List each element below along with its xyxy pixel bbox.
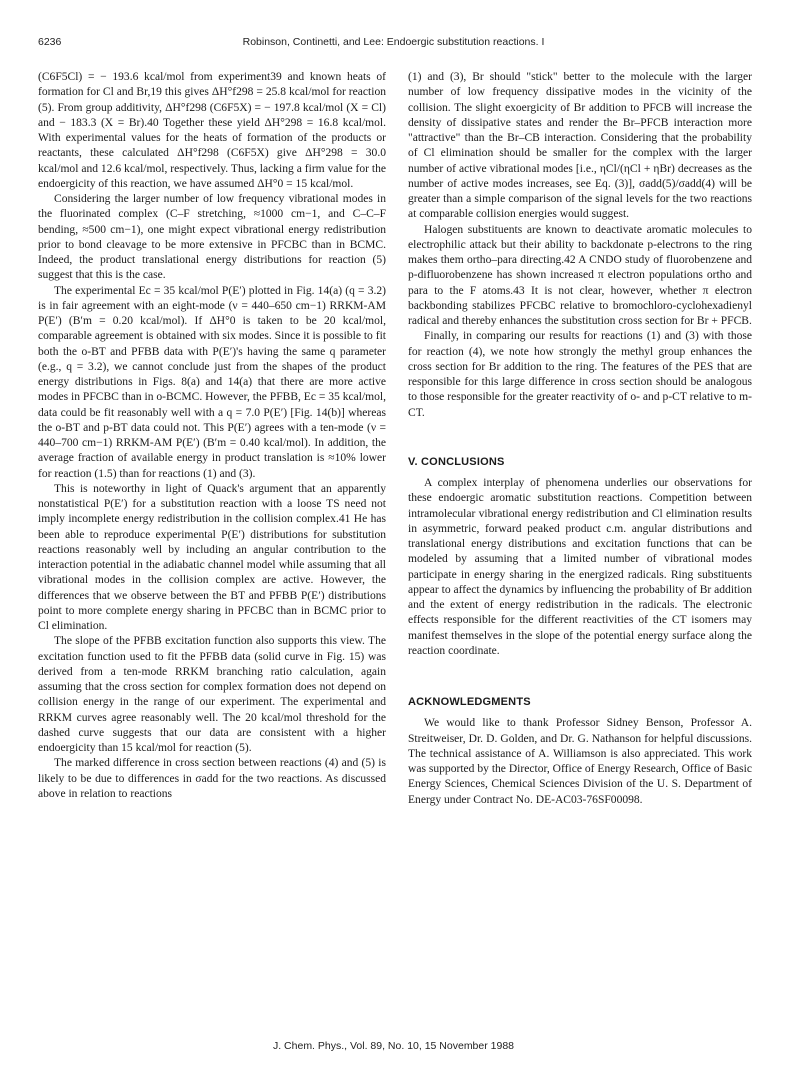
body-paragraph: Halogen substituents are known to deactivate aromatic molecules to electrophilic attack but their ability to backdonate p-electrons to the ring makes them ortho–para directing.42 A CNDO study of fluorobenzene and p-difluorobenzene has shown increased π electron populations ortho and para to the F atoms.43 It is not clear, however, whether π electron backbonding stabilizes PFCBC relative to bromochloro-cyclohexadienyl radical and thereby enhances the substitution cross section for Br + PFCB. — [408, 223, 752, 327]
acknowledgments-heading: ACKNOWLEDGMENTS — [408, 696, 531, 708]
page-footer: J. Chem. Phys., Vol. 89, No. 10, 15 November 1988 — [272, 1040, 515, 1052]
page-header — [38, 36, 749, 52]
body-paragraph: (1) and (3), Br should "stick" better to the molecule with the larger number of low frequency dissipative modes in the vicinity of the collision. The slight exoergicity of Br addition to PFCB will increase the density of dissipative states and render the Br–PFCB interaction more "attractive" than the Br–CB interaction. Considering that the probability of Cl elimination should be smaller for the complex with the larger number of active vibrational modes [i.e., ηCl/(ηCl + ηBr) decreases as the number of active modes increases, see Eq. (3)], σadd(5)/σadd(4) will be greater than a simple comparison of the signal levels for the two reactions at comparable collision energies would suggest. — [408, 71, 752, 221]
body-paragraph: This is noteworthy in light of Quack's argument that an apparently nonstatistical P(E′) for a substitution reaction with a loose TS need not imply incomplete energy redistribution in the collision complex.41 He has been able to reproduce experimental P(E′) distributions for substitution reactions reasonably well by including an angular contribution to the interaction potential in the adiabatic channel model while assuming that all vibrational modes in the collision complex are active. However, the differences that we observe between the BT and PFBB P(E′) distributions point to more complete energy sharing in PFCBC than in BCMC prior to Cl elimination. — [38, 482, 386, 632]
conclusions-paragraph: A complex interplay of phenomena underlies our observations for these endoergic aromatic substitution reactions. Competition between intramolecular vibrational energy redistribution and Cl elimination results in asymmetric, forward peaked product c.m. angular distributions and translational energy distributions and excitation functions that can be modeled by assuming that a limited number of vibrational modes participate in energy sharing in the energized radicals. Ring substituents appear to affect the dynamics by influencing the probability of Br addition and the extent of energy redistribution in the radicals. The electronic effects responsible for the different reactivities of the CT isomers may manifest themselves in the slope of the potential energy surface along the reaction coordinate. — [408, 477, 752, 657]
body-paragraph: (C6F5Cl) = − 193.6 kcal/mol from experiment39 and known heats of formation for Cl and Br,19 this gives ΔH°f298 = 25.8 kcal/mol for reaction (5). From group additivity, ΔH°f298 (C6F5X) = − 197.8 kcal/mol (X = Cl) and − 183.3 (X = Br).40 Together these yield ΔH°298 = 16.8 kcal/mol. With experimental values for the heats of formation of the products or reactants, these calculated ΔH°f298 (C6F5X) give ΔH°298 = 30.0 kcal/mol and 12.6 kcal/mol, respectively. Thus, lacking a firm value for the endoergicity of this reaction, we have assumed ΔH°0 = 15 kcal/mol. — [38, 71, 386, 190]
body-paragraph: Finally, in comparing our results for reactions (1) and (3) with those for reaction (4), we note how strongly the methyl group enhances the cross section for Br addition to the ring. The features of the PES that are responsible for this large difference in cross section should be analogous to those responsible for the greater reactivity of o- and p-CT relative to m-CT. — [408, 330, 752, 419]
left-column — [38, 70, 386, 802]
body-paragraph: The slope of the PFBB excitation function also supports this view. The excitation function used to fit the PFBB data (solid curve in Fig. 15) was derived from a ten-mode RRKM branching ratio calculation, again assuming that the cross section for complex formation does not depend on collision energy in the range of our experiment. The experimental and RRKM curves agree reasonably well. The 20 kcal/mol threshold for the dashed curve suggests that our data are consistent with a higher endoergicity than 15 kcal/mol for reaction (5). — [38, 635, 386, 754]
conclusions-heading: V. CONCLUSIONS — [408, 455, 505, 468]
body-paragraph: Considering the larger number of low frequency vibrational modes in the fluorinated complex (C–F stretching, ≈1000 cm−1, and C–C–F bending, ≈500 cm−1), one might expect vibrational energy redistribution prior to bond cleavage to be more extensive in PFCBC than in BCMC. Indeed, the product translational energy distributions for reaction (5) suggest that this is the case. — [38, 193, 386, 282]
body-paragraph: The experimental Ec = 35 kcal/mol P(E′) plotted in Fig. 14(a) (q = 3.2) is in fair agreement with an eight-mode (ν = 440–650 cm−1) RRKM-AM P(E′) (B′m = 0.20 kcal/mol). If ΔH°0 is taken to be 20 kcal/mol, comparable agreement is obtained with six modes. Since it is possible to fit both the o-BT and PFBB data with P(E′)'s having the same q parameter (e.g., q = 3.2), we cannot conclude just from the shapes of the product energy distributions in Figs. 8(a) and 14(a) that there are more active modes in PFCBC than in o-BCMC. However, the PFBB, Ec = 35 kcal/mol, data could be fit reasonably well with a q = 7.0 P(E′) [Fig. 14(b)] whereas the o-BT and p-BT data could not. This P(E′) agrees with a ten-mode (ν = 440–700 cm−1) RRKM-AM P(E′) (B′m = 0.40 kcal/mol). In addition, the average fraction of available energy in product translation is ≈10% lower for reaction (1.5) than for reactions (1) and (3). — [38, 284, 386, 480]
acknowledgments-paragraph: We would like to thank Professor Sidney Benson, Professor A. Streitweiser, Dr. D. Golden, and Dr. G. Nathanson for helpful discussions. The technical assistance of A. Williamson is also appreciated. This work was supported by the Director, Office of Energy Research, Office of Basic Energy Sciences, Chemical Sciences Division of the U. S. Department of Energy under Contract No. DE-AC03-76SF00098. — [408, 717, 752, 806]
running-head: Robinson, Continetti, and Lee: Endoergic substitution reactions. I — [242, 36, 545, 48]
right-column — [408, 70, 752, 808]
body-paragraph: The marked difference in cross section between reactions (4) and (5) is likely to be due to differences in σadd for the two reactions. As discussed above in relation to reactions — [38, 757, 386, 800]
page-number: 6236 — [38, 36, 62, 48]
